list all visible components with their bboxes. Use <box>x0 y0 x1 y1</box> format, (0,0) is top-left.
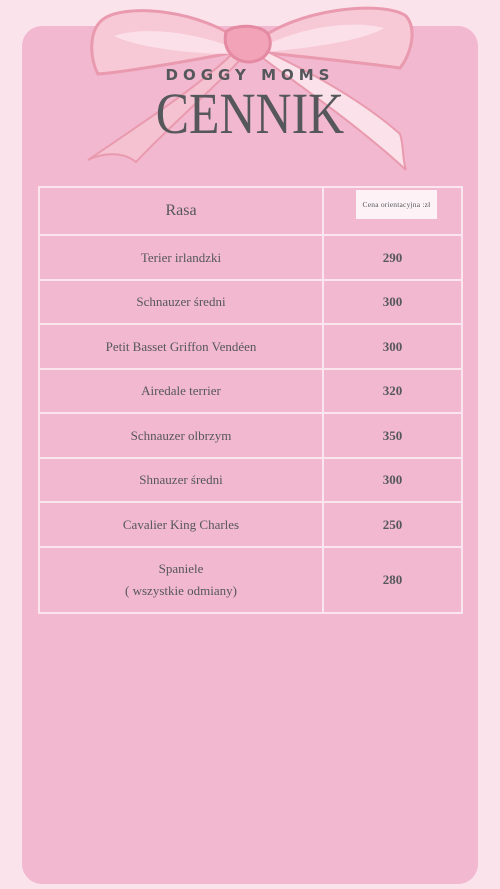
page-title: CENNIK <box>155 81 345 146</box>
breed-note: ( wszystkie odmiany) <box>125 583 237 598</box>
price-table <box>38 186 463 614</box>
table-row <box>40 236 461 281</box>
table-row <box>40 325 461 370</box>
breed-name-multiline <box>40 548 324 612</box>
column-header-price-cell <box>324 188 461 234</box>
table-row <box>40 459 461 503</box>
breed-name: Schnauzer olbrzym <box>40 414 324 457</box>
table-row <box>40 414 461 459</box>
brand-name: DOGGY MOMS <box>165 66 335 84</box>
breed-name: Terier irlandzki <box>40 236 324 279</box>
breed-name: Airedale terrier <box>40 370 324 412</box>
breed-name: Shnauzer średni <box>40 459 324 501</box>
breed-price: 290 <box>382 249 403 265</box>
column-header-price: Cena orientacyjna :zł <box>356 190 437 219</box>
table-row <box>40 281 461 325</box>
breed-price: 300 <box>382 338 403 354</box>
table-row <box>40 370 461 414</box>
breed-price: 300 <box>382 472 403 487</box>
table-header-row <box>40 188 461 236</box>
breed-price: 280 <box>382 572 403 587</box>
breed-price: 320 <box>382 383 403 398</box>
breed-name: Schnauzer średni <box>40 281 324 323</box>
breed-price: 250 <box>382 516 403 532</box>
column-header-breed: Rasa <box>40 188 324 234</box>
table-row <box>40 503 461 548</box>
breed-price: 350 <box>382 427 403 443</box>
breed-name: Cavalier King Charles <box>40 503 324 546</box>
breed-name: Petit Basset Griffon Vendéen <box>40 325 324 368</box>
breed-name: Spaniele <box>158 561 204 576</box>
breed-price: 300 <box>382 294 403 309</box>
table-row <box>40 548 461 612</box>
